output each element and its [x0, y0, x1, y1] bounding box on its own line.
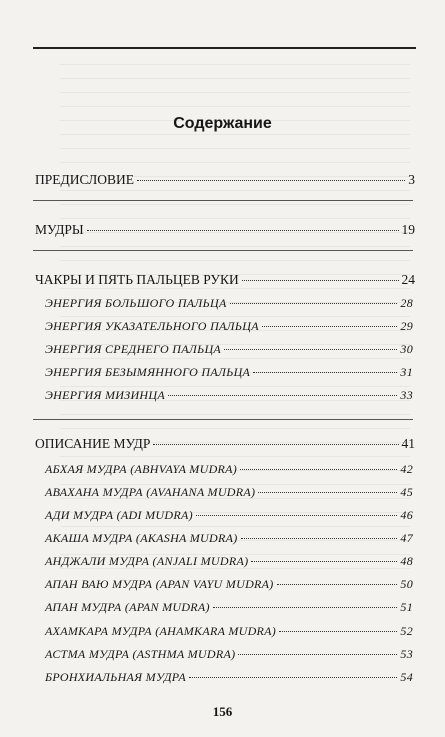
- toc-entry-page: 19: [401, 222, 415, 237]
- toc-entry-label: МУДРЫ: [35, 222, 84, 237]
- dot-leader: [137, 179, 405, 181]
- toc-entry-page: 3: [408, 172, 415, 187]
- toc-entry-label: ЭНЕРГИЯ МИЗИНЦА: [45, 388, 165, 402]
- dot-leader: [242, 279, 399, 281]
- toc-entry: [35, 436, 415, 452]
- toc-entry-label: ЭНЕРГИЯ СРЕДНЕГО ПАЛЬЦА: [45, 342, 222, 356]
- toc-entry-page: 46: [400, 508, 413, 522]
- dot-leader: [241, 537, 398, 539]
- toc-entry-label: АВАХАНА МУДРА (AVAHANA MUDRA): [45, 485, 256, 499]
- toc-entry-label: АНДЖАЛИ МУДРА (ANJALI MUDRA): [45, 554, 249, 568]
- page-number: 156: [212, 704, 233, 719]
- toc-entry-page: 47: [400, 531, 413, 545]
- toc-entry-label: ОПИСАНИЕ МУДР: [35, 436, 151, 451]
- toc-entry: [45, 577, 413, 592]
- toc-entry-label: ЭНЕРГИЯ БЕЗЫМЯННОГО ПАЛЬЦА: [45, 365, 251, 379]
- section-divider: [33, 200, 413, 201]
- toc-entry-page: 45: [400, 485, 413, 499]
- dot-leader: [189, 676, 397, 678]
- toc-entry-label: АСТМА МУДРА (ASTHMA MUDRA): [45, 647, 236, 661]
- toc-entry-page: 48: [400, 554, 413, 568]
- toc-entry-label: БРОНХИАЛЬНАЯ МУДРА: [45, 670, 186, 684]
- toc-entry: [35, 222, 415, 238]
- dot-leader: [277, 583, 398, 585]
- toc-entry: [45, 342, 413, 357]
- toc-entry-label: АДИ МУДРА (ADI MUDRA): [45, 508, 193, 522]
- toc-entry: [45, 508, 413, 523]
- dot-leader: [168, 394, 397, 396]
- toc-entry-label: АПАН МУДРА (APAN MUDRA): [45, 600, 210, 614]
- toc-entry: [45, 554, 413, 569]
- toc-entry-page: 29: [400, 319, 413, 333]
- toc-entry: [45, 388, 413, 403]
- toc-entry-page: 42: [400, 462, 413, 476]
- toc-entry-label: АБХАЯ МУДРА (ABHVAYA MUDRA): [45, 462, 238, 476]
- toc-entry-page: 53: [400, 647, 413, 661]
- section-divider: [33, 419, 413, 420]
- dot-leader: [238, 653, 397, 655]
- toc-entry: [45, 600, 413, 615]
- toc-entry: [45, 670, 413, 685]
- toc-entry: [35, 272, 415, 288]
- dot-leader: [153, 443, 398, 445]
- toc-entry-page: 41: [401, 436, 415, 451]
- dot-leader: [196, 514, 397, 516]
- toc-entry-page: 28: [400, 296, 413, 310]
- toc-entry-page: 33: [400, 388, 413, 402]
- toc-entry-label: ЧАКРЫ И ПЯТЬ ПАЛЬЦЕВ РУКИ: [35, 272, 239, 287]
- toc-entry-label: ЭНЕРГИЯ УКАЗАТЕЛЬНОГО ПАЛЬЦА: [45, 319, 259, 333]
- dot-leader: [279, 630, 397, 632]
- toc-entry-page: 31: [400, 365, 413, 379]
- toc-entry-page: 52: [400, 624, 413, 638]
- dot-leader: [251, 560, 397, 562]
- toc-entry-page: 51: [400, 600, 413, 614]
- toc-entry: [35, 172, 415, 188]
- dot-leader: [224, 348, 397, 350]
- toc-entry: [45, 624, 413, 639]
- toc-entry-label: АХАМКАРА МУДРА (AHAMKARA MUDRA): [45, 624, 277, 638]
- top-rule: [33, 47, 416, 49]
- toc-entry: [45, 647, 413, 662]
- dot-leader: [213, 606, 398, 608]
- toc-entry-label: ЭНЕРГИЯ БОЛЬШОГО ПАЛЬЦА: [45, 296, 227, 310]
- toc-entry-label: АПАН ВАЮ МУДРА (APAN VAYU MUDRA): [45, 577, 274, 591]
- toc-entry-page: 50: [400, 577, 413, 591]
- page-title: Содержание: [173, 115, 272, 132]
- section-divider: [33, 250, 413, 251]
- toc-entry: [45, 296, 413, 311]
- dot-leader: [240, 468, 397, 470]
- dot-leader: [258, 491, 397, 493]
- toc-entry-page: 24: [401, 272, 415, 287]
- dot-leader: [230, 302, 398, 304]
- dot-leader: [262, 325, 398, 327]
- toc-entry: [45, 485, 413, 500]
- toc-entry: [45, 531, 413, 546]
- toc-entry-label: АКАША МУДРА (AKASHA MUDRA): [45, 531, 238, 545]
- toc-entry-page: 54: [400, 670, 413, 684]
- dot-leader: [253, 371, 397, 373]
- dot-leader: [87, 229, 399, 231]
- toc-entry: [45, 462, 413, 477]
- toc-entry-page: 30: [400, 342, 413, 356]
- toc-entry: [45, 319, 413, 334]
- toc-entry: [45, 365, 413, 380]
- toc-entry-label: ПРЕДИСЛОВИЕ: [35, 172, 135, 187]
